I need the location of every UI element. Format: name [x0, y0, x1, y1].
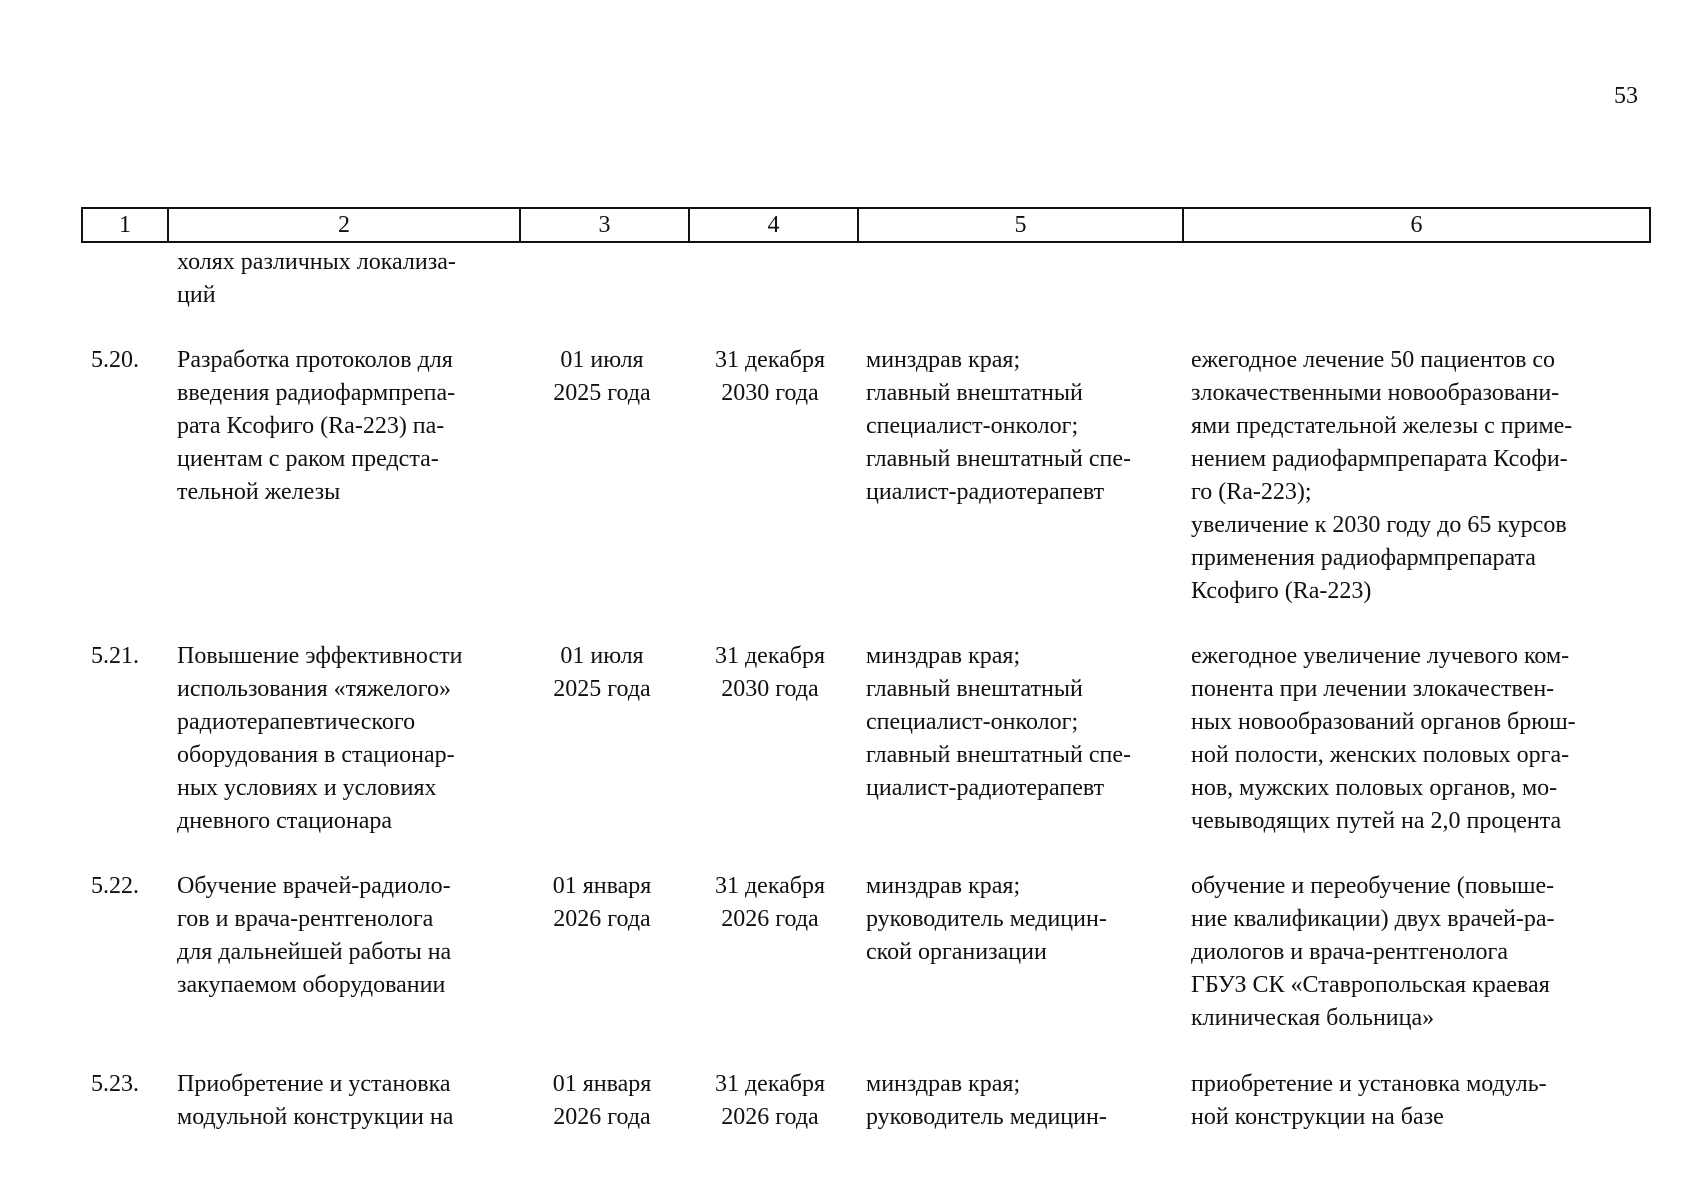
end-date: 31 декабря 2030 года — [714, 347, 826, 406]
start-date: 01 января 2026 года — [552, 1071, 652, 1130]
action-text: Разработка протоколов для введения радиофармпрепа- рата Ксофиго (Ra-223) па- циентам с раком предста- тельной железы — [177, 347, 456, 505]
header-col-1: 1 — [82, 208, 168, 242]
responsible-text: минздрав края; главный внештатный специалист-онколог; главный внештатный спе- циалист-радиотерапевт — [866, 347, 1131, 505]
action-text: Обучение врачей-радиоло- гов и врача-рентгенолога для дальнейшей работы на закупаемом оборудовании — [177, 873, 452, 998]
responsible-text: минздрав края; руководитель медицин- ской организации — [866, 873, 1107, 965]
header-col-4: 4 — [689, 208, 858, 242]
row-number: 5.20. — [91, 347, 139, 373]
responsible-text: минздрав края; руководитель медицин- — [866, 1071, 1107, 1130]
header-row — [82, 208, 1650, 242]
header-col-2: 2 — [168, 208, 520, 242]
header-col-5: 5 — [858, 208, 1183, 242]
start-date: 01 июля 2025 года — [553, 643, 651, 702]
page-number: 53 — [1614, 83, 1638, 109]
row-number: 5.21. — [91, 643, 139, 669]
header-col-3: 3 — [520, 208, 689, 242]
action-text: Приобретение и установка модульной конструкции на — [177, 1071, 454, 1130]
action-text: Повышение эффективности использования «тяжелого» радиотерапевтического оборудования в стационар- ных условиях и условиях дневного стационара — [177, 643, 463, 834]
column-number-header — [81, 207, 1651, 243]
start-date: 01 января 2026 года — [552, 873, 652, 932]
end-date: 31 декабря 2026 года — [714, 1071, 826, 1130]
responsible-text: минздрав края; главный внештатный специалист-онколог; главный внештатный спе- циалист-радиотерапевт — [866, 643, 1131, 801]
row-number: 5.22. — [91, 873, 139, 899]
result-text: ежегодное лечение 50 пациентов со злокачественными новообразовани- ями предстательной железы с приме- нением радиофармпрепарата Ксофи- го (Ra-223); увеличение к 2030 году до 65 курсов применения радиофармпрепарата Ксофиго (Ra-223) — [1191, 347, 1573, 604]
row-number: 5.23. — [91, 1071, 139, 1097]
result-text: обучение и переобучение (повыше- ние квалификации) двух врачей-ра- диологов и врача-рентгенолога ГБУЗ СК «Ставропольская краевая клиническая больница» — [1191, 873, 1555, 1031]
end-date: 31 декабря 2030 года — [714, 643, 826, 702]
end-date: 31 декабря 2026 года — [714, 873, 826, 932]
header-col-6: 6 — [1183, 208, 1650, 242]
result-text: приобретение и установка модуль- ной конструкции на базе — [1191, 1071, 1547, 1130]
result-text: ежегодное увеличение лучевого ком- понента при лечении злокачествен- ных новообразований органов брюш- ной полости, женских половых орга- нов, мужских половых органов, мо- чевыводящих путей на 2,0 процента — [1191, 643, 1576, 834]
start-date: 01 июля 2025 года — [553, 347, 651, 406]
continuation-text: холях различных локализа- ций — [177, 249, 456, 308]
